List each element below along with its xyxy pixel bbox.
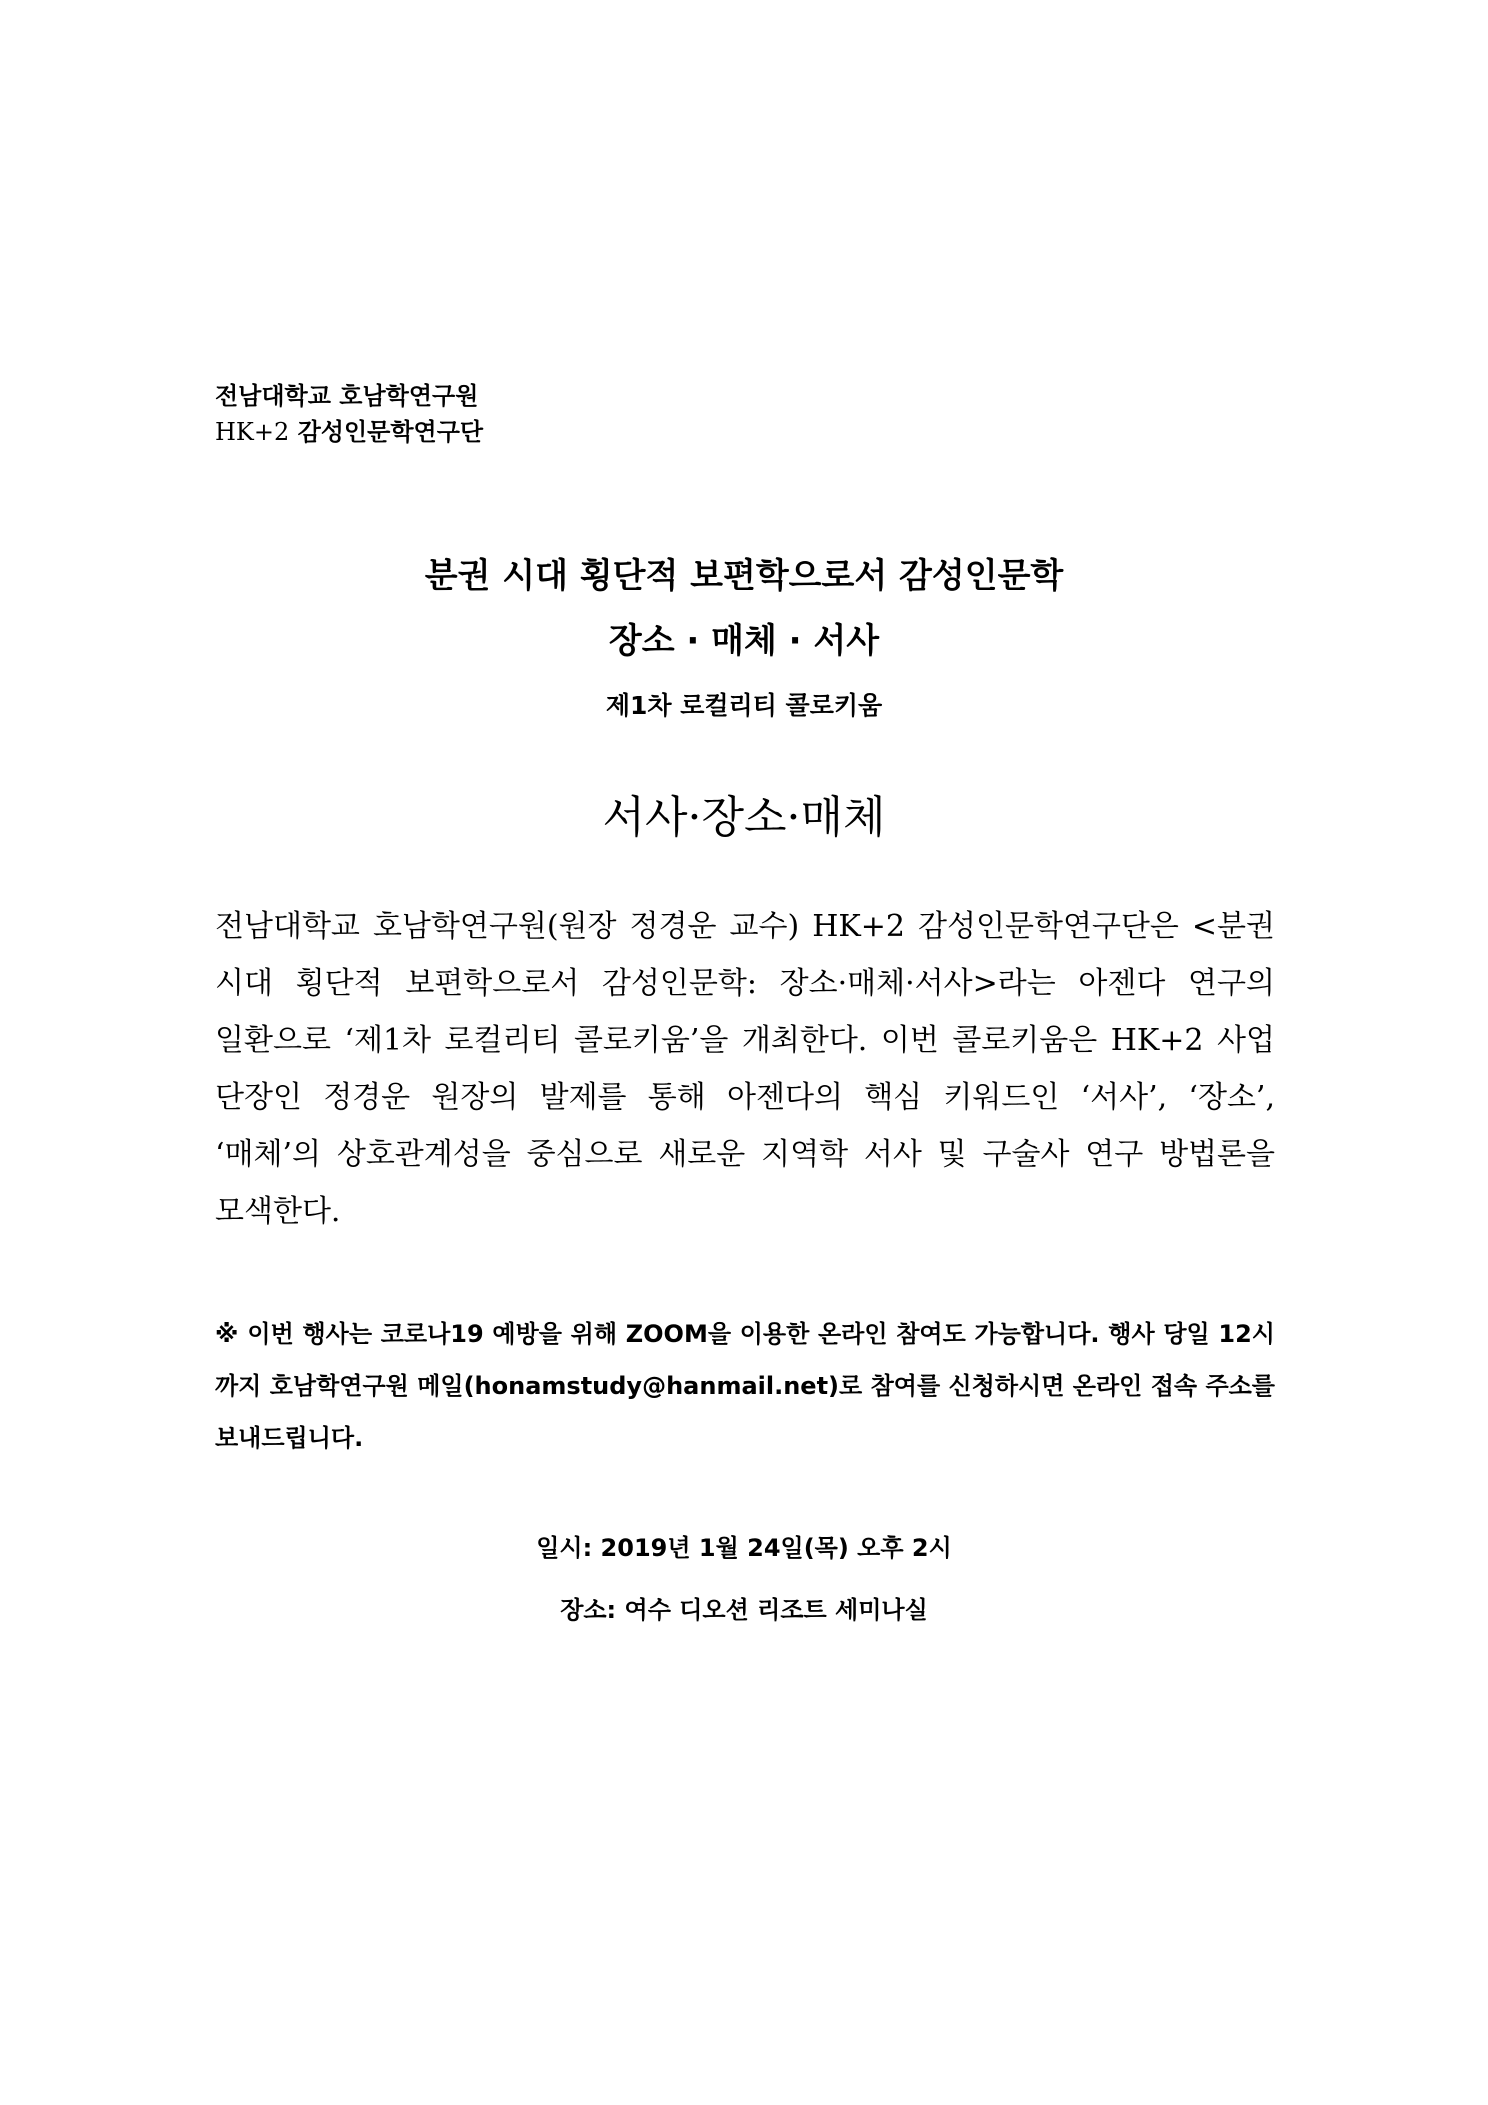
colloquium-title: 제1차 로컬리티 콜로키움 — [605, 691, 883, 720]
organization-header — [215, 378, 483, 450]
event-date: 일시: 2019년 1월 24일(목) 오후 2시 — [536, 1534, 952, 1562]
keywords-title: 장소 · 매체 · 서사 — [608, 621, 880, 661]
main-title: 분권 시대 횡단적 보편학으로서 감성인문학 — [424, 556, 1064, 596]
research-group-name — [215, 414, 483, 450]
institute-name: 전남대학교 호남학연구원 — [215, 382, 479, 410]
event-description: 전남대학교 호남학연구원(원장 정경운 교수) HK+2 감성인문학연구단은 <분권 시대 횡단적 보편학으로서 감성인문학: 장소·매체·서사>라는 아젠다 연구의 일환으로 ‘제1차 로컬리티 콜로키움’을 개최한다. 이번 콜로키움은 HK+2 사업 단장인 정경운 원장의 발제를 통해 아젠다의 핵심 키워드인 ‘서사’, ‘장소’, ‘매체’의 상호관계성을 중심으로 새로운 지역학 서사 및 구술사 연구 방법론을 모색한다. — [215, 909, 1275, 1229]
event-place: 장소: 여수 디오션 리조트 세미나실 — [560, 1596, 928, 1624]
program-code: HK+2 — [215, 418, 290, 446]
online-participation-notice: ※ 이번 행사는 코로나19 예방을 위해 ZOOM을 이용한 온라인 참여도 가능합니다. 행사 당일 12시까지 호남학연구원 메일(honamstudy@hanmail.net)로 참여를 신청하시면 온라인 접속 주소를 보내드립니다. — [215, 1320, 1275, 1452]
group-label: 감성인문학연구단 — [289, 418, 484, 446]
event-subtitle: 서사·장소·매체 — [602, 792, 886, 843]
